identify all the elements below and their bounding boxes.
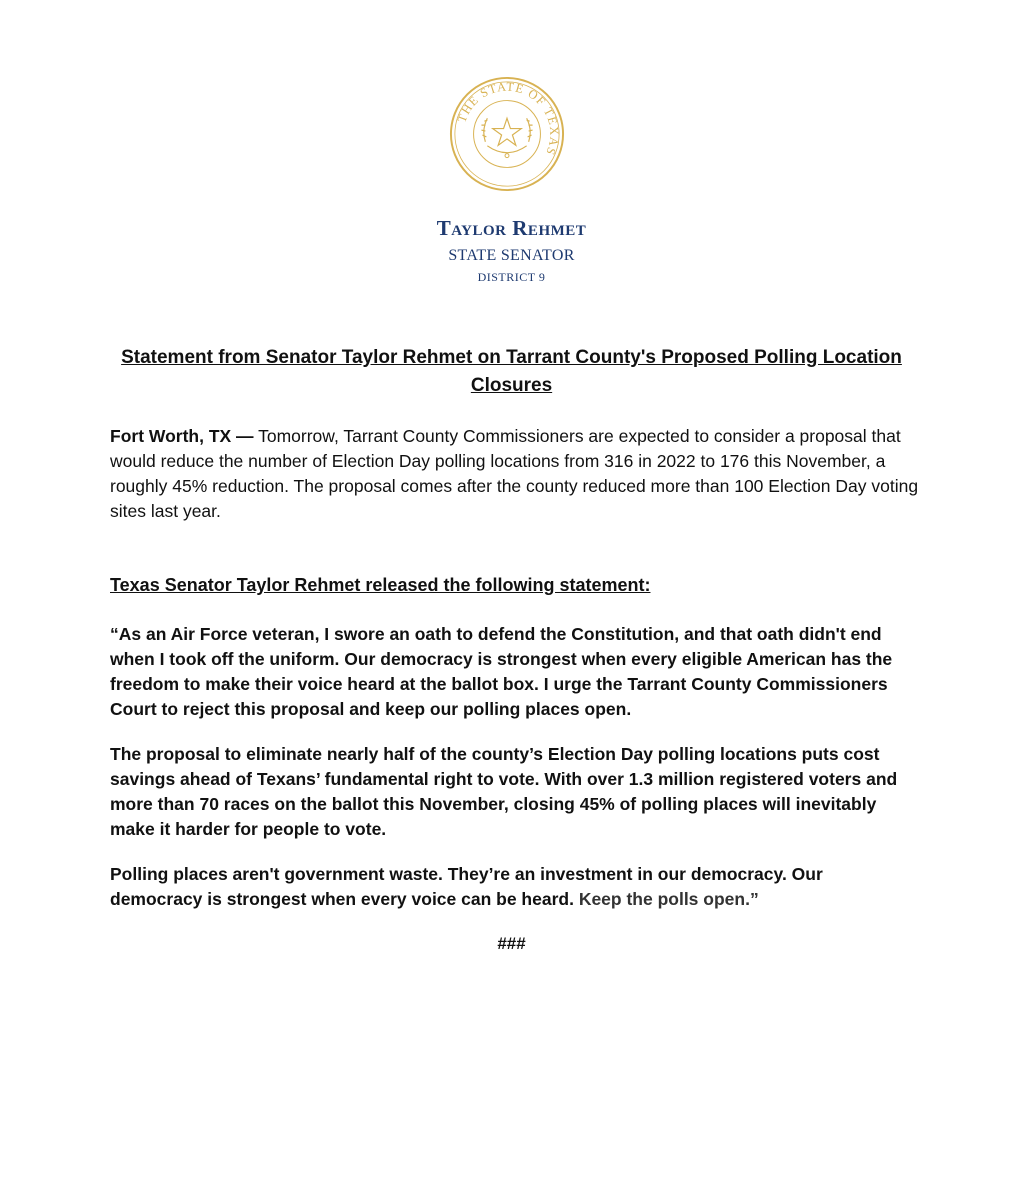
intro-paragraph	[110, 424, 920, 524]
quote-paragraph-3-main: Polling places aren't government waste. They’re an investment in our democracy. Our democracy is strongest when every voice can be heard.	[110, 864, 823, 909]
press-release-headline: Statement from Senator Taylor Rehmet on Tarrant County's Proposed Polling Location Closures	[121, 347, 902, 396]
letterhead-name: Taylor Rehmet	[436, 216, 587, 240]
quote-paragraph-3	[110, 862, 920, 912]
quote-paragraph-1: “As an Air Force veteran, I swore an oath to defend the Constitution, and that oath didn't end when I took off the uniform. Our democracy is strongest when every eligible American has the freedom to make their voice heard at the ballot box. I urge the Tarrant County Commissioners Court to reject this proposal and keep our polling places open.	[110, 624, 893, 719]
end-mark: ###	[497, 934, 526, 953]
letterhead-title: STATE SENATOR	[448, 247, 575, 264]
statement-subheading: Texas Senator Taylor Rehmet released the following statement:	[110, 575, 651, 595]
seal-inscription: THE STATE OF TEXAS	[454, 79, 562, 158]
quote-closing-line: Keep the polls open.”	[578, 889, 759, 909]
dateline: Fort Worth, TX —	[110, 426, 254, 446]
texas-state-seal-icon	[448, 75, 566, 193]
intro-text: Tomorrow, Tarrant County Commissioners are expected to consider a proposal that would reduce the number of Election Day polling locations from 316 in 2022 to 176 this November, a roughly 45% reduction. The proposal comes after the county reduced more than 100 Election Day voting sites last year.	[110, 426, 919, 521]
quote-paragraph-2: The proposal to eliminate nearly half of the county’s Election Day polling locations puts cost savings ahead of Texans’ fundamental right to vote. With over 1.3 million registered voters and more than 70 races on the ballot this November, closing 45% of polling places will inevitably make it harder for people to vote.	[110, 744, 898, 839]
letterhead-district: DISTRICT 9	[477, 270, 546, 284]
